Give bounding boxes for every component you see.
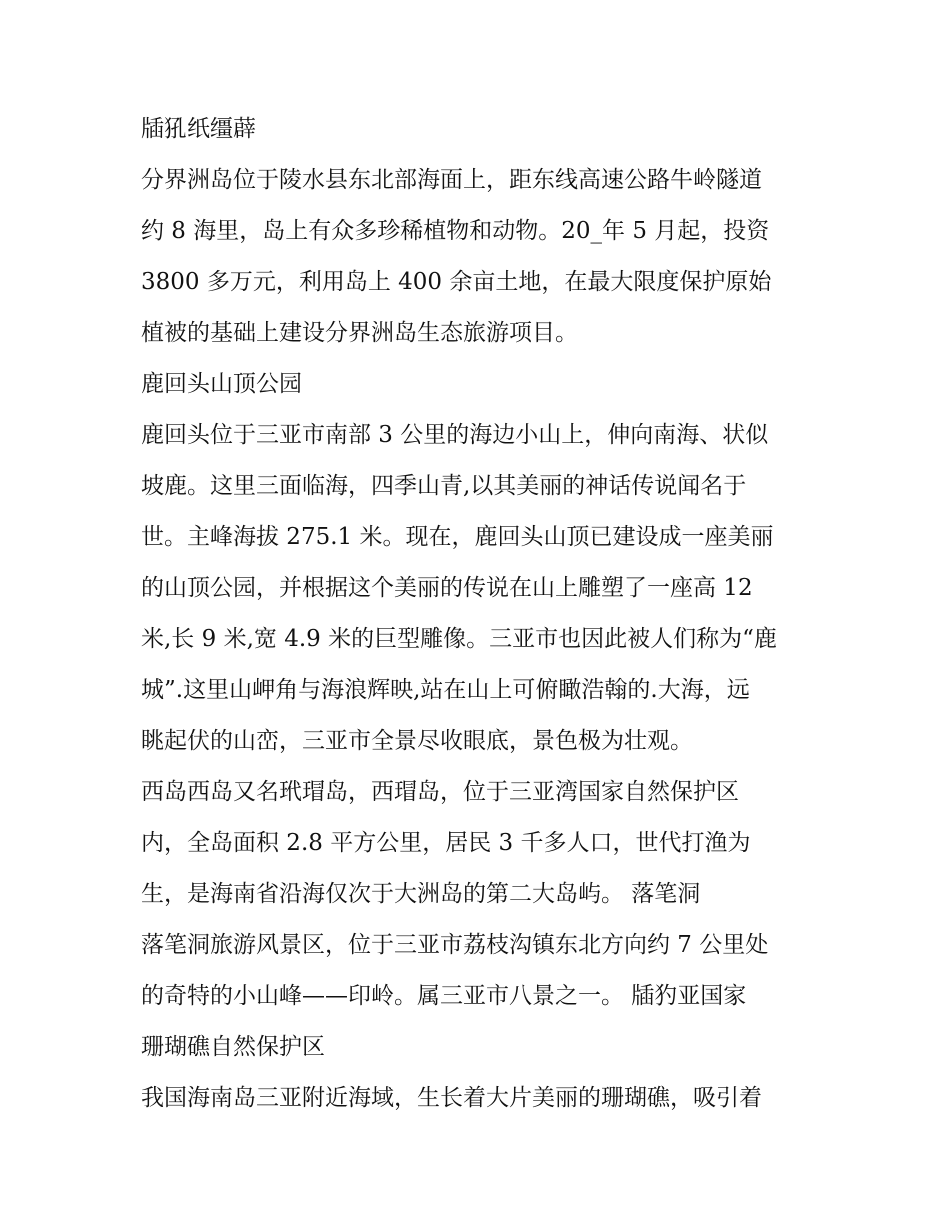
- text-line: 坡鹿。这里三面临海，四季山青,以其美丽的神话传说闻名于: [141, 473, 747, 499]
- text-line: 约 8 海里，岛上有众多珍稀植物和动物。20_年 5 月起，投资: [141, 218, 770, 244]
- text-line: 3800 多万元，利用岛上 400 余亩土地，在最大限度保护原始: [141, 269, 772, 295]
- section-heading: 鹿回头山顶公园: [141, 371, 302, 397]
- text-line: 米,长 9 米,宽 4.9 米的巨型雕像。三亚市也因此被人们称为“鹿: [141, 626, 777, 652]
- text-line: 生，是海南省沿海仅次于大洲岛的第二大岛屿。 落笔洞: [141, 881, 701, 907]
- text-line: 眺起伏的山峦，三亚市全景尽收眼底，景色极为壮观。: [141, 728, 693, 754]
- text-line: 内，全岛面积 2.8 平方公里，居民 3 千多人口，世代打渔为: [141, 830, 751, 856]
- text-line: 我国海南岛三亚附近海域，生长着大片美丽的珊瑚礁，吸引着: [141, 1085, 762, 1111]
- text-line: 分界洲岛位于陵水县东北部海面上，距东线高速公路牛岭隧道: [141, 167, 762, 193]
- text-line: 珊瑚礁自然保护区: [141, 1034, 325, 1060]
- text-line: 的山顶公园，并根据这个美丽的传说在山上雕塑了一座高 12: [141, 575, 753, 601]
- text-line: 鹿回头位于三亚市南部 3 公里的海边小山上，伸向南海、状似: [141, 422, 769, 448]
- text-line: 落笔洞旅游风景区，位于三亚市荔枝沟镇东北方向约 7 公里处: [141, 932, 769, 958]
- document-body: [141, 104, 831, 1124]
- text-line: 城”.这里山岬角与海浪辉映,站在山上可俯瞰浩翰的.大海，远: [141, 677, 750, 703]
- text-line: 世。主峰海拔 275.1 米。现在，鹿回头山顶已建设成一座美丽: [141, 524, 774, 550]
- text-line: 的奇特的小山峰——印岭。属三亚市八景之一。 牐犳亚国家: [141, 983, 747, 1009]
- text-line: 植被的基础上建设分界洲岛生态旅游项目。: [141, 320, 578, 346]
- text-line: 西岛西岛又名玳瑁岛，西瑁岛，位于三亚湾国家自然保护区: [141, 779, 739, 805]
- text-line: 牐犼纸缰薜: [141, 116, 256, 142]
